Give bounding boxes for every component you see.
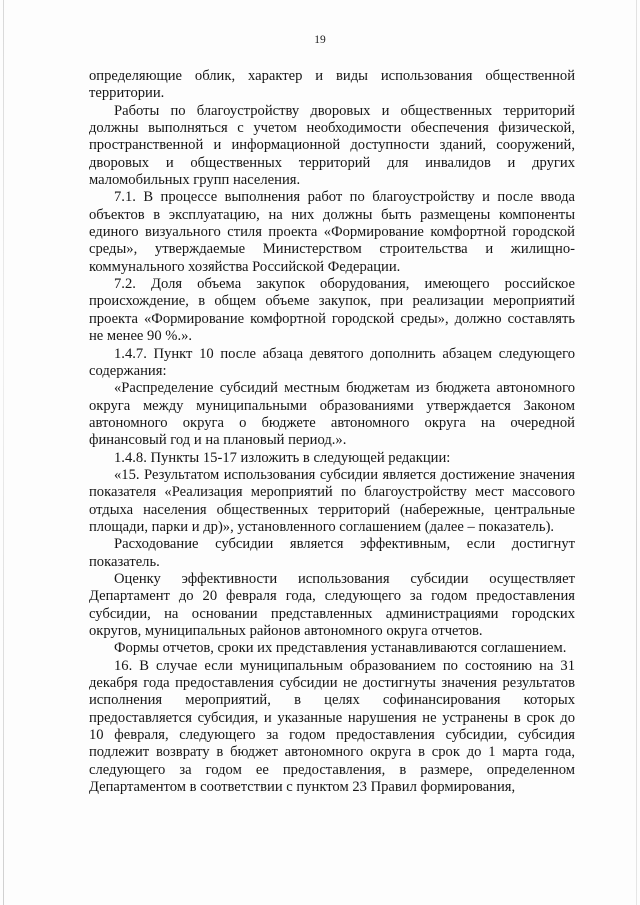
paragraph-1-4-8: 1.4.8. Пункты 15-17 изложить в следующей редакции: [114, 449, 451, 466]
paragraph-7-1: 7.1. В процессе выполнения работ по благоустройству и после ввода объектов в эксплуатацию, на них должны быть размещены компоненты единого визуального стиля проекта «Формирование комфортной городской среды», утверждаемые Министерством строительства и жилищно-коммунального хозяйства Российской Федерации. [89, 189, 575, 275]
paragraph-report-forms: Формы отчетов, сроки их представления устанавливаются соглашением. [114, 640, 567, 657]
paragraph-spending-effective: Расходование субсидии является эффективным, если достигнут показатель. [89, 536, 575, 570]
paragraph-7-2: 7.2. Доля объема закупок оборудования, имеющего российское происхождение, в общем объеме закупок, при реализации мероприятий проекта «Формирование комфортной городской среды», должно составлять не менее 90 %.». [89, 276, 575, 345]
paragraph-accessibility: Работы по благоустройству дворовых и общественных территорий должны выполняться с учетом необходимости обеспечения физической, пространственной и информационной доступности зданий, сооружений, дворовых и общественных территорий для инвалидов и других маломобильных групп населения. [89, 102, 575, 189]
paragraph-subsidy-distribution: «Распределение субсидий местным бюджетам из бюджета автономного округа между муниципальными образованиями утверждается Законом автономного округа о бюджете автономного округа на очередной финансовый год и на плановый период.». [89, 380, 575, 449]
page-number: 19 [314, 34, 326, 46]
paragraph-1-4-7: 1.4.7. Пункт 10 после абзаца девятого дополнить абзацем следующего содержания: [89, 345, 575, 379]
scan-edge-right [636, 0, 637, 905]
paragraph-efficiency-assessment: Оценку эффективности использования субсидии осуществляет Департамент до 20 февраля года, следующего за годом предоставления субсидии, на основании представленных администрациями городских округов, муниципальных районов автономного округа отчетов. [89, 570, 575, 639]
scan-edge-left [3, 0, 4, 905]
paragraph-15: «15. Результатом использования субсидии является достижение значения показателя «Реализация мероприятий по благоустройству мест массового отдыха населения общественных территорий (набережные, центральные площади, парки и др)», установленного соглашением (далее – показатель). [89, 466, 575, 535]
document-body [89, 68, 575, 796]
paragraph-16: 16. В случае если муниципальным образованием по состоянию на 31 декабря года предоставления субсидии не достигнуты значения результатов исполнения мероприятий, в целях софинансирования которых предоставляется субсидия, и указанные нарушения не устранены в срок до 10 февраля, следующего за годом предоставления субсидии, субсидия подлежит возврату в бюджет автономного округа в срок до 1 марта года, следующего за годом ее предоставления, в размере, определенном Департаментом в соответствии с пунктом 23 Правил формирования, [89, 657, 575, 796]
paragraph-continuation: определяющие облик, характер и виды использования общественной территории. [89, 68, 575, 102]
